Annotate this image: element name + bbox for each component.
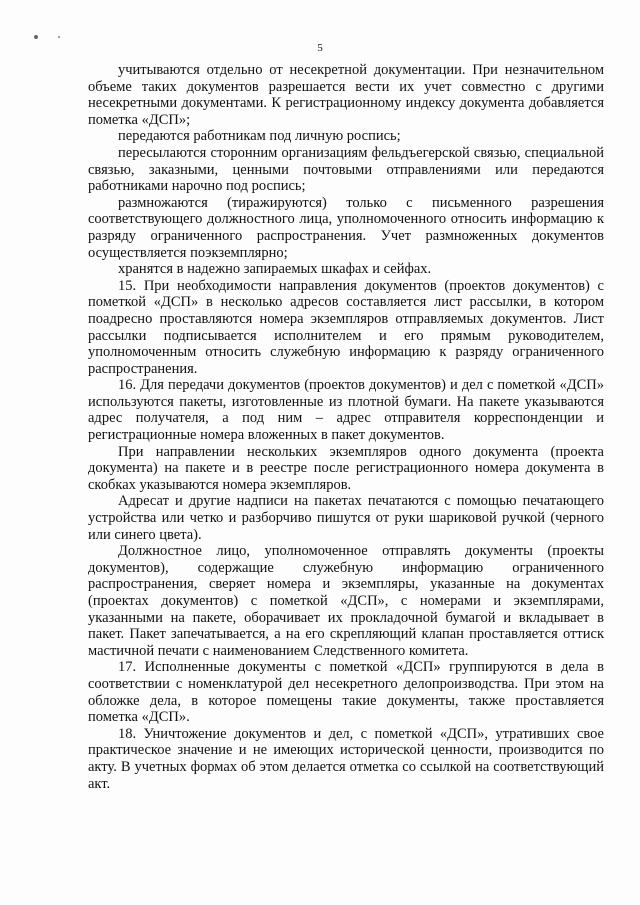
document-body: [88, 62, 604, 792]
scan-speck: [34, 35, 38, 39]
paragraph: 17. Исполненные документы с пометкой «ДСП» группируются в дела в соответствии с номенклатурой дел несекретного делопроизводства. При этом на обложке дела, в которое помещены такие документы, также проставляется пометка «ДСП».: [88, 659, 604, 726]
scan-speck: [58, 36, 60, 38]
paragraph: размножаются (тиражируются) только с письменного разрешения соответствующего должностного лица, уполномоченного относить информацию к разряду ограниченного распространения. Учет размноженных документов осуществляется поэкземплярно;: [88, 194, 604, 261]
paragraph: хранятся в надежно запираемых шкафах и сейфах.: [118, 261, 432, 278]
paragraph: Должностное лицо, уполномоченное отправлять документы (проекты документов), содержащие служебную информацию ограниченного распространения, сверяет номера и экземпляры, указанные на документах (проектах документов) с пометкой «ДСП», с номерами и экземплярами, указанными на пакете, оборачивает их прокладочной бумагой и вкладывает в пакет. Пакет запечатывается, а на его скрепляющий клапан проставляется оттиск мастичной печати с наименованием Следственного комитета.: [88, 543, 604, 659]
paragraph: При направлении нескольких экземпляров одного документа (проекта документа) на пакете и в реестре после регистрационного номера документа в скобках указываются номера экземпляров.: [88, 443, 604, 493]
page-number: 5: [317, 42, 323, 54]
paragraph: учитываются отдельно от несекретной документации. При незначительном объеме таких документов разрешается вести их учет совместно с другими несекретными документами. К регистрационному индексу документа добавляется пометка «ДСП»;: [88, 62, 604, 128]
paragraph: 16. Для передачи документов (проектов документов) и дел с пометкой «ДСП» используются пакеты, изготовленные из плотной бумаги. На пакете указываются адрес получателя, а под ним – адрес отправителя корреспонденции и регистрационные номера вложенных в пакет документов.: [88, 377, 604, 444]
paragraph: 15. При необходимости направления документов (проектов документов) с пометкой «ДСП» в несколько адресов составляется лист рассылки, в котором поадресно проставляются номера экземпляров отправляемых документов. Лист рассылки подписывается исполнителем и его прямым руководителем, уполномоченным относить служебную информацию к разряду ограниченного распространения.: [88, 277, 604, 377]
paragraph: Адресат и другие надписи на пакетах печатаются с помощью печатающего устройства или четко и разборчиво пишутся от руки шариковой ручкой (черного или синего цвета).: [88, 493, 604, 543]
paragraph: 18. Уничтожение документов и дел, с пометкой «ДСП», утративших свое практическое значение и не имеющих исторической ценности, производится по акту. В учетных формах об этом делается отметка со ссылкой на соответствующий акт.: [88, 725, 604, 792]
paragraph: пересылаются сторонним организациям фельдъегерской связью, специальной связью, заказными, ценными почтовыми отправлениями или передаются работниками нарочно под роспись;: [88, 144, 604, 195]
paragraph: передаются работникам под личную роспись;: [118, 128, 401, 145]
